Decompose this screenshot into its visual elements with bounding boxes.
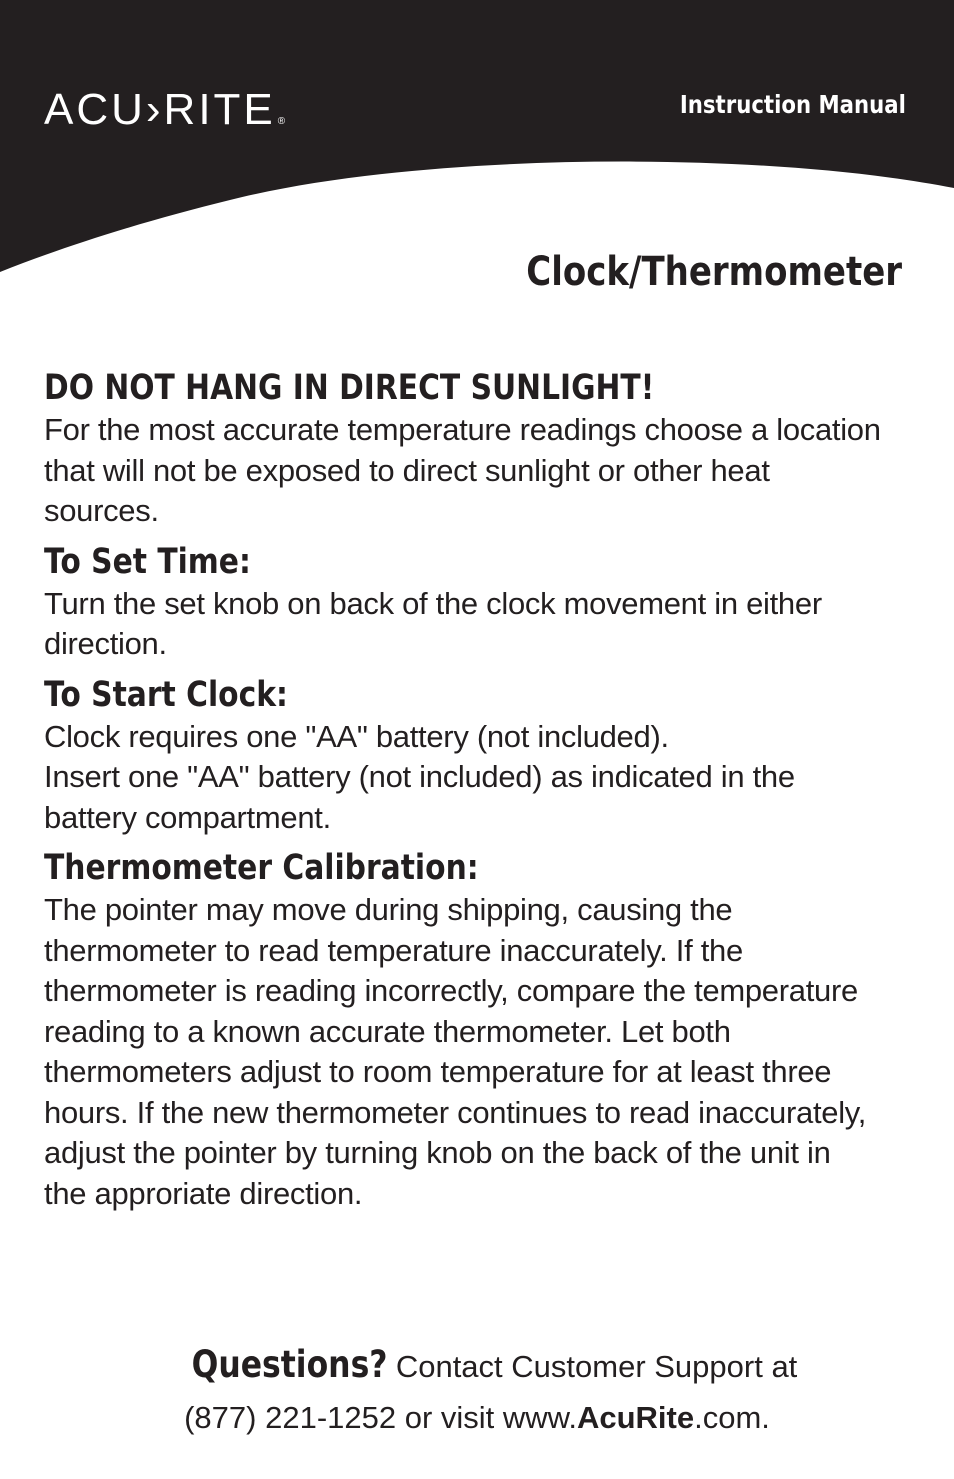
section-heading: To Set Time: [44, 541, 251, 582]
registered-mark: ® [277, 116, 286, 127]
section-text: The pointer may move during shipping, causing the thermometer to read temperature inaccurately. If the thermometer is reading incorrectly, compare the temperature reading to a known accurate thermometer. Let both thermometers adjust to room temperature for at least three hours. If the new thermometer continues to read inaccurately, adjust the pointer by turning knob on the back of the unit in the approriate direction. [44, 892, 867, 1211]
section-set-time [44, 540, 914, 665]
document-type-label: Instruction Manual [680, 90, 906, 119]
website-suffix: .com. [694, 1400, 770, 1435]
questions-label: Questions? [191, 1343, 388, 1386]
contact-text: Contact Customer Support at [395, 1349, 798, 1384]
section-text: For the most accurate temperature readings choose a location that will not be exposed to direct sunlight or other heat sources. [44, 412, 881, 528]
acurite-logo: ACU›RITE ® [44, 85, 286, 134]
section-sunlight-warning [44, 366, 914, 532]
section-thermometer-calibration [44, 846, 914, 1214]
support-footer [0, 1340, 954, 1444]
section-start-clock [44, 673, 914, 839]
section-heading: Thermometer Calibration: [44, 848, 479, 888]
section-text: Turn the set knob on back of the clock movement in either direction. [44, 585, 822, 661]
contact-details [0, 1392, 954, 1444]
phone-text: (877) 221-1252 or visit www. [184, 1400, 577, 1435]
section-heading: To Start Clock: [44, 674, 288, 715]
section-text: Clock requires one "AA" battery (not included). Insert one "AA" battery (not included) as indicated in the battery compartment. [44, 718, 795, 835]
page-title: Clock/Thermometer [526, 249, 902, 295]
instructions-body [44, 366, 914, 1222]
section-heading: DO NOT HANG IN DIRECT SUNLIGHT! [44, 368, 655, 408]
header-band [0, 0, 954, 280]
support-line [0, 1340, 954, 1392]
website-brand: AcuRite [576, 1400, 695, 1435]
